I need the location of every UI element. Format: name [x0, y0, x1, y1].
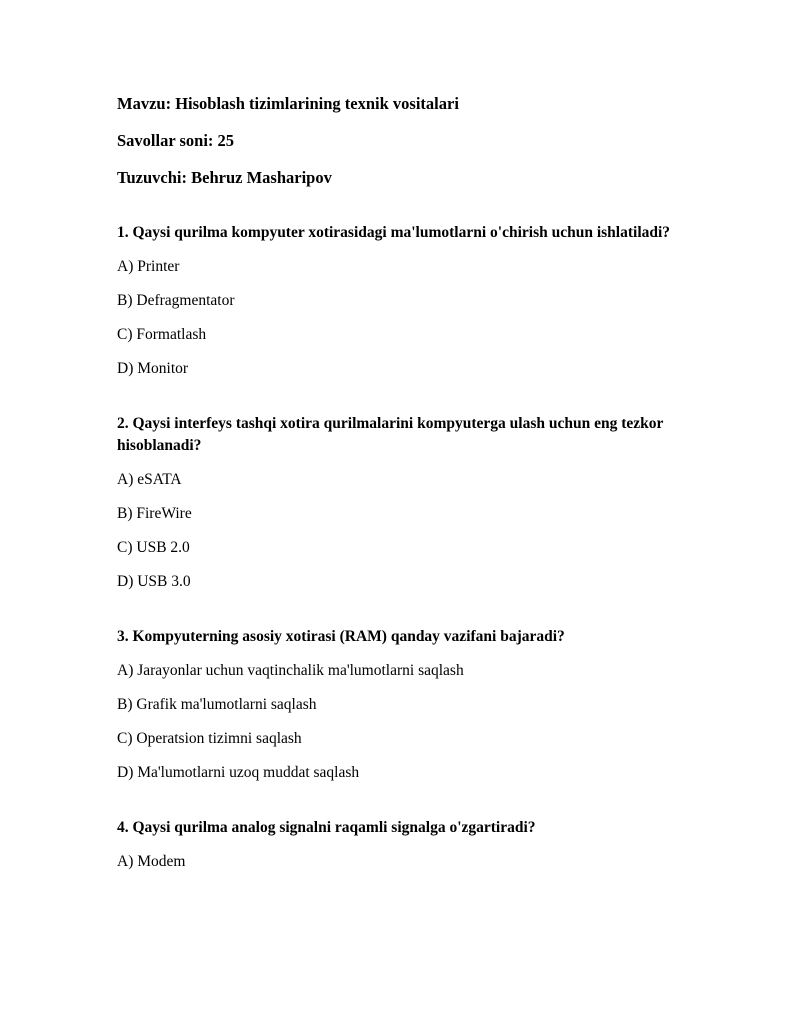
answer-option-b: B) Grafik ma'lumotlarni saqlash [117, 696, 317, 713]
question-count: Savollar soni: 25 [117, 131, 235, 150]
question-block-1 [117, 222, 685, 380]
question-block-2 [117, 413, 685, 593]
answer-option-c: C) Operatsion tizimni saqlash [117, 730, 302, 747]
answer-option-c: C) Formatlash [117, 326, 207, 343]
question-text: 1. Qaysi qurilma kompyuter xotirasidagi ma'lumotlarni o'chirish uchun ishlatiladi? [117, 224, 671, 241]
answer-option-b: B) Defragmentator [117, 292, 235, 309]
document-topic: Mavzu: Hisoblash tizimlarining texnik vositalari [117, 94, 459, 113]
document-page [117, 93, 685, 885]
question-text: 3. Kompyuterning asosiy xotirasi (RAM) qanday vazifani bajaradi? [117, 628, 565, 645]
answer-option-a: A) Printer [117, 258, 180, 275]
answer-option-d: D) Ma'lumotlarni uzoq muddat saqlash [117, 764, 360, 781]
answer-option-d: D) Monitor [117, 360, 189, 377]
answer-option-c: C) USB 2.0 [117, 539, 190, 556]
question-text: 4. Qaysi qurilma analog signalni raqamli signalga o'zgartiradi? [117, 819, 536, 836]
document-header [117, 93, 685, 189]
document-author: Tuzuvchi: Behruz Masharipov [117, 168, 332, 187]
answer-option-b: B) FireWire [117, 505, 192, 522]
question-block-4 [117, 817, 685, 873]
answer-option-a: A) eSATA [117, 471, 182, 488]
question-block-3 [117, 626, 685, 784]
answer-option-a: A) Modem [117, 853, 186, 870]
answer-option-d: D) USB 3.0 [117, 573, 191, 590]
question-text: 2. Qaysi interfeys tashqi xotira qurilmalarini kompyuterga ulash uchun eng tezkor hisoblanadi? [117, 415, 664, 454]
answer-option-a: A) Jarayonlar uchun vaqtinchalik ma'lumotlarni saqlash [117, 662, 464, 679]
